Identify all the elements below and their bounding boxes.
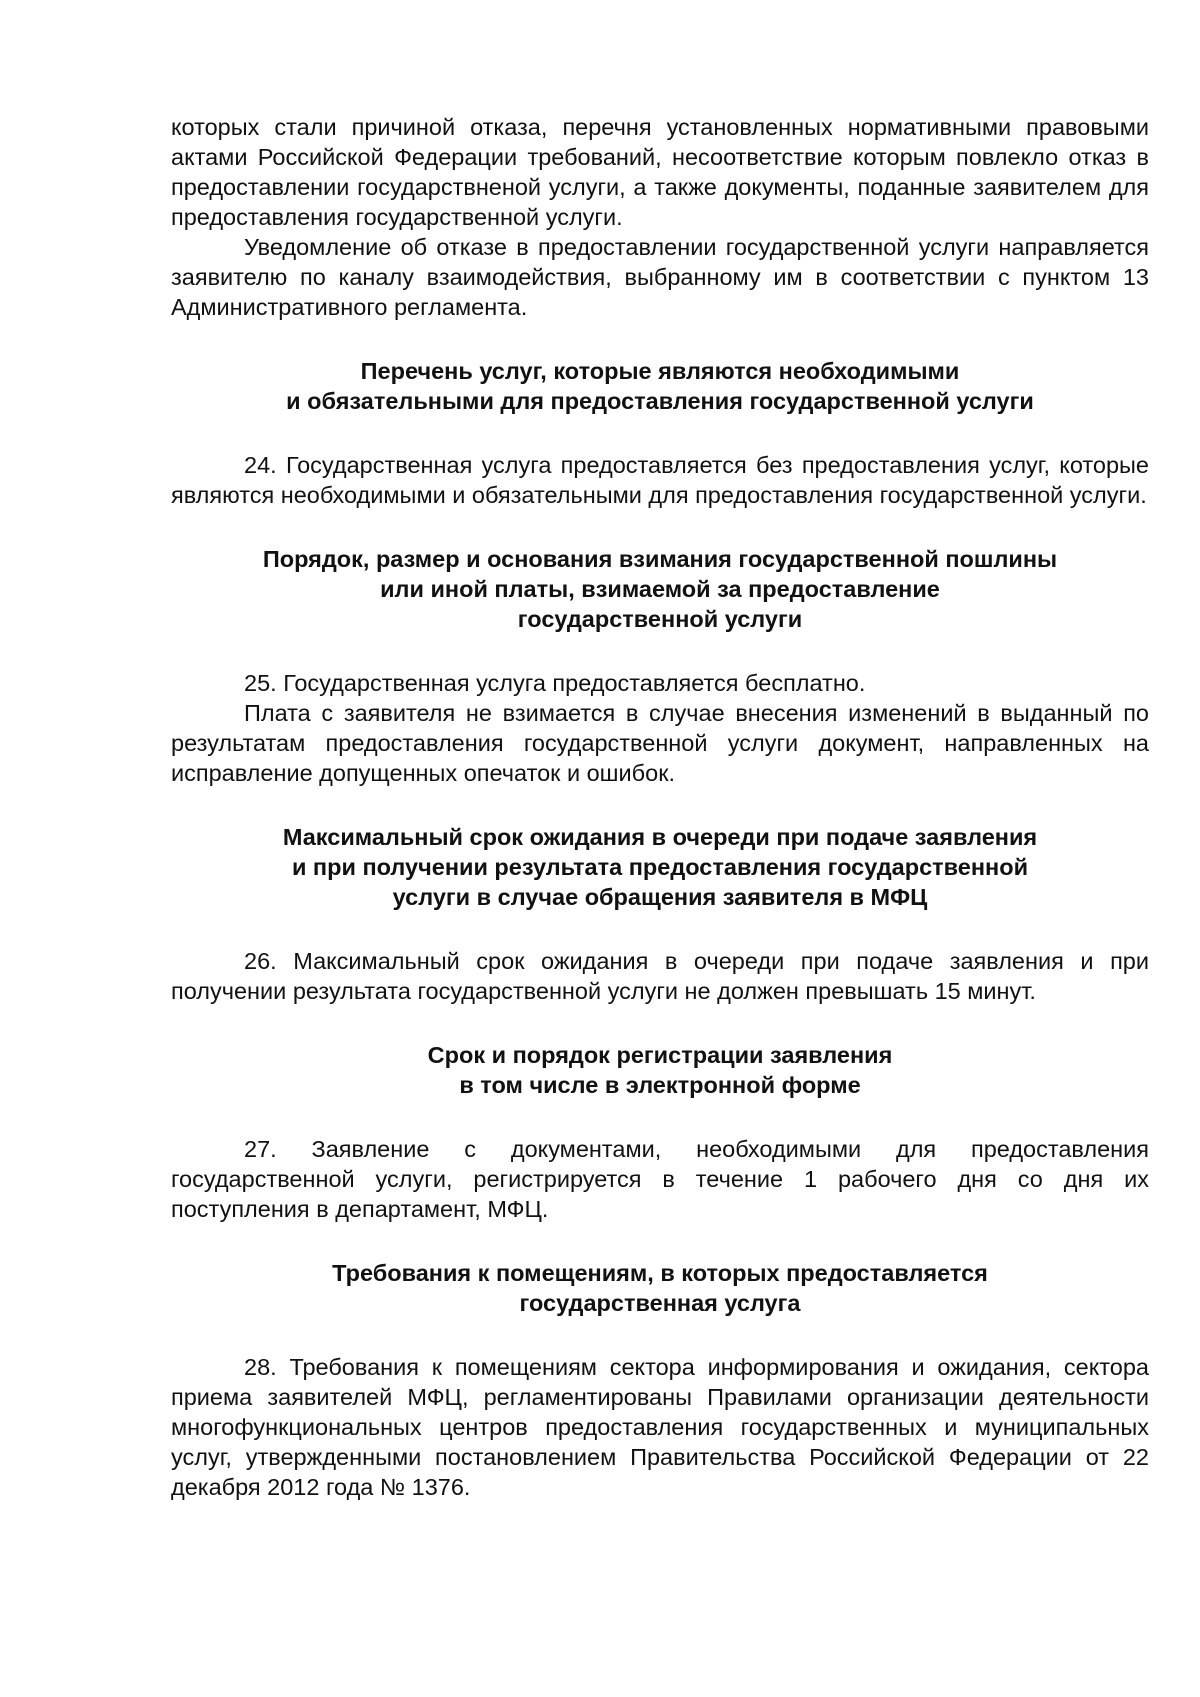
heading-line: Максимальный срок ожидания в очереди при подаче заявления [282,824,1038,850]
paragraph-refusal-notice: Уведомление об отказе в предоставлении государственной услуги направляется заявителю по каналу взаимодействия, выбранному им в соответствии с пунктом 13 Административного регламента. [171,234,1149,320]
section-heading-premises [171,1258,1149,1318]
section-heading-fee [171,544,1149,634]
paragraph-refusal-continuation: которых стали причиной отказа, перечня установленных нормативными правовыми актами Российской Федерации требований, несоответствие которым повлекло отказ в предоставлении государствненой услуги, а также документы, поданные заявителем для предоставления государственной услуги. [171,114,1149,230]
heading-line: или иной платы, взимаемой за предоставление [380,576,940,602]
section-heading-required-services [171,356,1149,416]
heading-line: Срок и порядок регистрации заявления [427,1042,893,1068]
paragraph-28: 28. Требования к помещениям сектора информирования и ожидания, сектора приема заявителей МФЦ, регламентированы Правилами организации деятельности многофункциональных центров предоставления государственных и муниципальных услуг, утвержденными постановлением Правительства Российской Федерации от 22 декабря 2012 года № 1376. [171,1354,1149,1500]
heading-line: в том числе в электронной форме [459,1072,861,1098]
heading-line: Порядок, размер и основания взимания государственной пошлины [262,546,1058,572]
heading-line: услуги в случае обращения заявителя в МФЦ [392,884,928,910]
section-heading-registration [171,1040,1149,1100]
document-body [171,112,1149,1502]
heading-line: Требования к помещениям, в которых предоставляется [332,1260,988,1286]
heading-line: государственная услуга [519,1290,801,1316]
heading-line: и обязательными для предоставления государственной услуги [286,388,1034,414]
heading-line: Перечень услуг, которые являются необходимыми [360,358,960,384]
heading-line: государственной услуги [517,606,803,632]
paragraph-27: 27. Заявление с документами, необходимыми для предоставления государственной услуги, регистрируется в течение 1 рабочего дня со дня их поступления в департамент, МФЦ. [171,1136,1149,1222]
paragraph-25: 25. Государственная услуга предоставляется бесплатно. [244,670,866,696]
heading-line: и при получении результата предоставления государственной [291,854,1029,880]
paragraph-25-fee-exemption: Плата с заявителя не взимается в случае внесения изменений в выданный по результатам предоставления государственной услуги документ, направленных на исправление допущенных опечаток и ошибок. [171,700,1149,786]
paragraph-26: 26. Максимальный срок ожидания в очереди при подаче заявления и при получении результата государственной услуги не должен превышать 15 минут. [171,948,1149,1004]
paragraph-24: 24. Государственная услуга предоставляется без предоставления услуг, которые являются необходимыми и обязательными для предоставления государственной услуги. [171,452,1149,508]
section-heading-queue-time [171,822,1149,912]
